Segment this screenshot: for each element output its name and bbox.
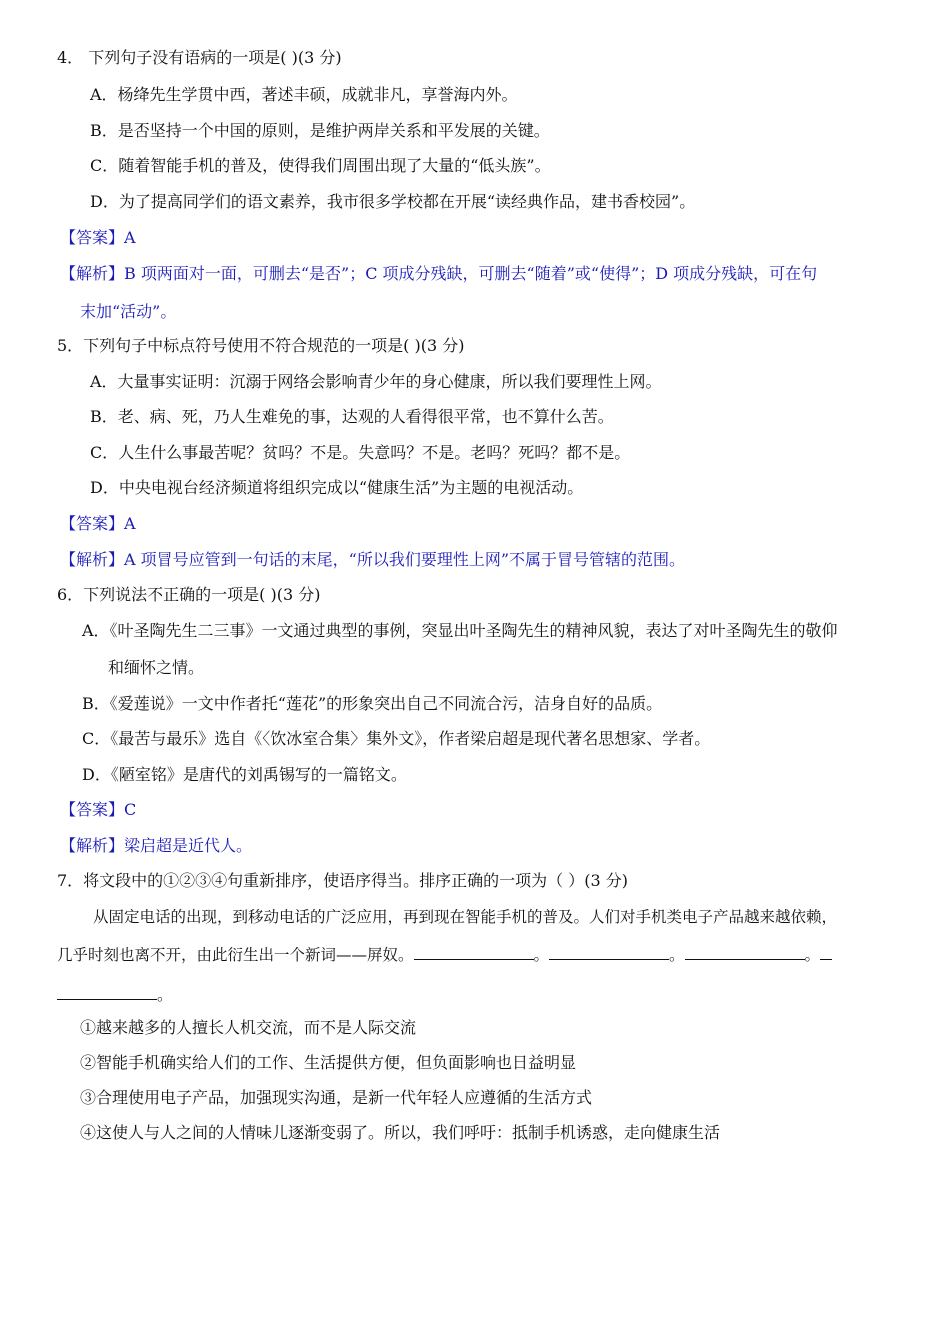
q5-stem: 5．下列句子中标点符号使用不符合规范的一项是( )(3 分): [57, 336, 465, 355]
q5-option-a: A．大量事实证明：沉溺于网络会影响青少年的身心健康，所以我们要理性上网。: [90, 372, 662, 391]
analysis-text: 梁启超是近代人。: [124, 836, 253, 855]
q6-option-d: D．《陋室铭》是唐代的刘禹锡写的一篇铭文。: [82, 765, 407, 784]
q6-analysis: [60, 836, 252, 856]
q6-option-c: C．《最苦与最乐》选自《〈饮冰室合集〉集外文》，作者梁启超是现代著名思想家、学者。: [82, 729, 711, 748]
separator: 。: [669, 946, 685, 964]
q4-analysis-cont: 末加“活动”。: [80, 302, 177, 321]
q7-item-4: ④这使人与人之间的人情味儿逐渐变弱了。所以，我们呼吁：抵制手机诱惑，走向健康生活: [80, 1123, 721, 1142]
q4-stem: 4． 下列句子没有语病的一项是( )(3 分): [57, 48, 342, 67]
q4-option-a: A．杨绛先生学贯中西，著述丰硕，成就非凡，享誉海内外。: [90, 85, 518, 104]
q6-option-a-cont: 和缅怀之情。: [108, 658, 205, 677]
answer-blank-4-start[interactable]: [820, 945, 832, 960]
q7-item-1: ①越来越多的人擅长人机交流，而不是人际交流: [80, 1018, 417, 1037]
q7-item-3: ③合理使用电子产品，加强现实沟通，是新一代年轻人应遵循的生活方式: [80, 1088, 593, 1107]
separator: 。: [804, 946, 821, 964]
q5-analysis: [60, 550, 685, 570]
passage-text: 几乎时刻也离不开，由此衍生出一个新词——屏奴。: [57, 946, 414, 964]
q7-passage-line-2: [57, 945, 832, 965]
answer-blank-4-end[interactable]: [57, 985, 157, 1000]
q7-passage-line-1: 从固定电话的出现，到移动电话的广泛应用，再到现在智能手机的普及。人们对手机类电子产品越来越依赖，: [93, 908, 838, 926]
answer-blank-2[interactable]: [549, 945, 669, 960]
analysis-tag: 【解析】: [60, 550, 125, 569]
answer-tag: 【答案】: [60, 228, 125, 247]
answer-value: C: [124, 800, 137, 819]
q5-option-b: B．老、病、死，乃人生难免的事，达观的人看得很平常，也不算什么苦。: [90, 407, 614, 426]
q5-answer: [60, 514, 136, 534]
q7-stem: 7．将文段中的①②③④句重新排序，使语序得当。排序正确的一项为（ ）(3 分): [57, 871, 629, 890]
analysis-tag: 【解析】: [60, 264, 125, 283]
separator: 。: [157, 986, 173, 1004]
q7-item-2: ②智能手机确实给人们的工作、生活提供方便，但负面影响也日益明显: [80, 1053, 577, 1072]
q5-option-d: D．中央电视台经济频道将组织完成以“健康生活”为主题的电视活动。: [90, 478, 584, 497]
q6-option-b: B．《爱莲说》一文中作者托“莲花”的形象突出自己不同流合污，洁身自好的品质。: [82, 694, 663, 713]
q6-stem: 6．下列说法不正确的一项是( )(3 分): [57, 585, 321, 604]
q6-option-a: A．《叶圣陶先生二三事》一文通过典型的事例，突显出叶圣陶先生的精神风貌，表达了对叶圣陶先生的敬仰: [82, 621, 838, 640]
q4-option-c: C．随着智能手机的普及，使得我们周围出现了大量的“低头族”。: [90, 156, 551, 175]
answer-blank-1[interactable]: [414, 945, 534, 960]
analysis-tag: 【解析】: [60, 836, 125, 855]
q4-answer: [60, 228, 136, 248]
answer-tag: 【答案】: [60, 514, 125, 533]
answer-value: A: [124, 514, 136, 533]
q4-option-b: B．是否坚持一个中国的原则，是维护两岸关系和平发展的关键。: [90, 121, 550, 140]
q4-analysis: [60, 264, 817, 284]
answer-value: A: [124, 228, 136, 247]
analysis-text: A 项冒号应管到一句话的末尾，“所以我们要理性上网”不属于冒号管辖的范围。: [124, 550, 686, 569]
analysis-text: B 项两面对一面，可删去“是否”；C 项成分残缺，可删去“随着”或“使得”；D 项成分残缺，可在句: [124, 264, 818, 283]
q6-answer: [60, 800, 136, 820]
q4-option-d: D．为了提高同学们的语文素养，我市很多学校都在开展“读经典作品，建书香校园”。: [90, 192, 696, 211]
separator: 。: [533, 946, 550, 964]
q5-option-c: C．人生什么事最苦呢？贫吗？不是。失意吗？不是。老吗？死吗？都不是。: [90, 443, 631, 462]
answer-tag: 【答案】: [60, 800, 125, 819]
q7-passage-line-3: [57, 985, 173, 1005]
answer-blank-3[interactable]: [685, 945, 805, 960]
